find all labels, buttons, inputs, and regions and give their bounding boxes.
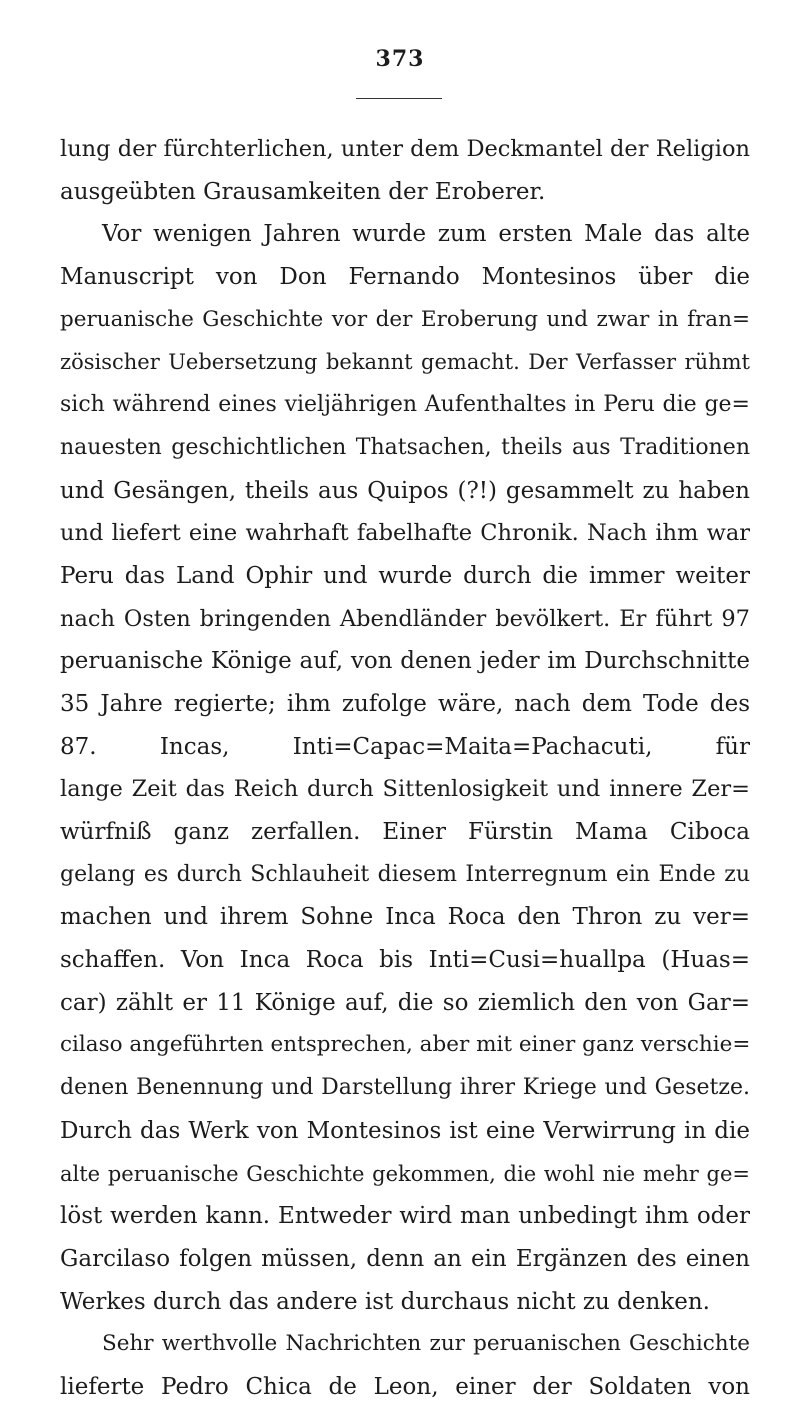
text-line: machen und ihrem Sohne Inca Roca den Thron zu ver= [60, 904, 750, 931]
text-line: Sehr werthvolle Nachrichten zur peruanischen Geschichte [102, 1331, 750, 1357]
text-line: löst werden kann. Entweder wird man unbedingt ihm oder [60, 1203, 750, 1230]
body-text [60, 128, 750, 1409]
text-line: alte peruanische Geschichte gekommen, die wohl nie mehr ge= [60, 1161, 750, 1186]
page-number: 373 [375, 46, 425, 72]
text-line: denen Benennung und Darstellung ihrer Kriege und Gesetze. [60, 1075, 750, 1101]
text-line: zösischer Uebersetzung bekannt gemacht. Der Verfasser rühmt [60, 350, 750, 375]
text-line: lieferte Pedro Chica de Leon, einer der Soldaten von [60, 1373, 750, 1400]
text-line: Vor wenigen Jahren wurde zum ersten Male das alte [102, 221, 750, 248]
header-rule [356, 98, 442, 99]
text-line: lung der fürchterlichen, unter dem Deckmantel der Religion [60, 136, 750, 162]
text-line: Werkes durch das andere ist durchaus nicht zu denken. [60, 1288, 710, 1315]
text-line: und Gesängen, theils aus Quipos (?!) gesammelt zu haben [60, 477, 750, 504]
text-line: cilaso angeführten entsprechen, aber mit einer ganz verschie= [60, 1032, 750, 1058]
text-line: 87. Incas, Inti=Capac=Maita=Pachacuti, für [60, 733, 750, 760]
text-line: und liefert eine wahrhaft fabelhafte Chronik. Nach ihm war [60, 520, 750, 547]
text-line: nauesten geschichtlichen Thatsachen, theils aus Traditionen [60, 434, 750, 460]
text-line: würfniß ganz zerfallen. Einer Fürstin Mama Ciboca [60, 819, 750, 845]
text-line: sich während eines vieljährigen Aufenthaltes in Peru die ge= [60, 392, 750, 418]
text-line: 35 Jahre regierte; ihm zufolge wäre, nach dem Tode des [60, 690, 750, 717]
text-line: Garcilaso folgen müssen, denn an ein Ergänzen des einen [60, 1245, 750, 1272]
text-line: nach Osten bringenden Abendländer bevölkert. Er führt 97 [60, 605, 750, 632]
text-line: schaffen. Von Inca Roca bis Inti=Cusi=huallpa (Huas= [60, 947, 750, 974]
text-line: peruanische Könige auf, von denen jeder im Durchschnitte [60, 648, 750, 675]
text-line: ausgeübten Grausamkeiten der Eroberer. [60, 178, 546, 205]
text-line: peruanische Geschichte vor der Eroberung und zwar in fran= [60, 306, 750, 332]
text-line: Manuscript von Don Fernando Montesinos über die [60, 264, 750, 291]
text-line: lange Zeit das Reich durch Sittenlosigkeit und innere Zer= [60, 776, 750, 803]
text-line: Peru das Land Ophir und wurde durch die immer weiter [60, 562, 750, 589]
text-line: car) zählt er 11 Könige auf, die so ziemlich den von Gar= [60, 989, 750, 1016]
text-line: Durch das Werk von Montesinos ist eine Verwirrung in die [60, 1117, 750, 1144]
text-line: gelang es durch Schlauheit diesem Interregnum ein Ende zu [60, 861, 750, 887]
